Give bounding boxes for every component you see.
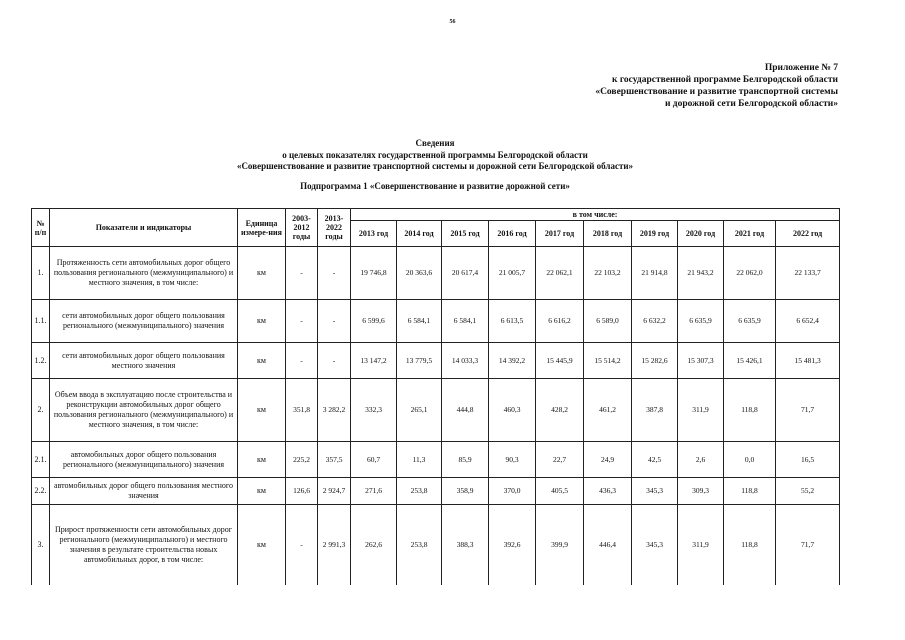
- heading-line: о целевых показателях государственной программы Белгородской области: [282, 149, 588, 160]
- row-value: 392,6: [489, 505, 536, 585]
- row-value: 6 584,1: [442, 300, 489, 343]
- row-value: 399,9: [536, 505, 584, 585]
- row-value: 461,2: [584, 379, 632, 442]
- row-value: 332,3: [351, 379, 397, 442]
- row-value: 15 481,3: [776, 343, 840, 379]
- header-no: № п/п: [32, 209, 50, 247]
- row-value: 118,8: [724, 379, 776, 442]
- row-value: 15 307,3: [678, 343, 724, 379]
- row-value: 21 943,2: [678, 247, 724, 300]
- subprogram-title: Подпрограмма 1 «Совершенствование и развитие дорожной сети»: [300, 181, 570, 191]
- row-value: 428,2: [536, 379, 584, 442]
- row-value: 60,7: [351, 442, 397, 478]
- row-value: 90,3: [489, 442, 536, 478]
- row-value: 21 914,8: [632, 247, 678, 300]
- row-number: 2.2.: [32, 478, 50, 505]
- row-value: 24,9: [584, 442, 632, 478]
- row-value: 6 589,0: [584, 300, 632, 343]
- row-value: 262,6: [351, 505, 397, 585]
- row-unit: км: [238, 505, 286, 585]
- row-value: 15 514,2: [584, 343, 632, 379]
- row-number: 2.: [32, 379, 50, 442]
- row-value: 11,3: [397, 442, 442, 478]
- row-value: 15 426,1: [724, 343, 776, 379]
- row-value: 118,8: [724, 478, 776, 505]
- header-year: 2015 год: [442, 221, 489, 247]
- row-value: 14 033,3: [442, 343, 489, 379]
- header-group: в том числе:: [351, 209, 840, 221]
- row-period-1: 351,8: [286, 379, 318, 442]
- row-value: 309,3: [678, 478, 724, 505]
- table-row: [32, 343, 840, 379]
- row-value: 6 635,9: [678, 300, 724, 343]
- row-period-1: -: [286, 300, 318, 343]
- table-row: [32, 442, 840, 478]
- header-year: 2019 год: [632, 221, 678, 247]
- row-value: 22 133,7: [776, 247, 840, 300]
- header-year: 2018 год: [584, 221, 632, 247]
- row-value: 19 746,8: [351, 247, 397, 300]
- row-indicator: автомобильных дорог общего пользования регионального (межмуниципального) значения: [50, 442, 238, 478]
- row-value: 6 599,6: [351, 300, 397, 343]
- row-value: 16,5: [776, 442, 840, 478]
- row-value: 85,9: [442, 442, 489, 478]
- row-value: 6 632,2: [632, 300, 678, 343]
- row-value: 21 005,7: [489, 247, 536, 300]
- row-value: 6 613,5: [489, 300, 536, 343]
- row-value: 311,9: [678, 505, 724, 585]
- row-number: 2.1.: [32, 442, 50, 478]
- row-period-2: 2 924,7: [318, 478, 351, 505]
- row-number: 1.1.: [32, 300, 50, 343]
- row-value: 6 584,1: [397, 300, 442, 343]
- table-row: [32, 300, 840, 343]
- row-indicator: сети автомобильных дорог общего пользования местного значения: [50, 343, 238, 379]
- row-value: 71,7: [776, 505, 840, 585]
- table-row: [32, 379, 840, 442]
- row-value: 6 616,2: [536, 300, 584, 343]
- row-value: 265,1: [397, 379, 442, 442]
- header-indicator: Показатели и индикаторы: [50, 209, 238, 247]
- row-value: 6 635,9: [724, 300, 776, 343]
- row-value: 444,8: [442, 379, 489, 442]
- header-year: 2013 год: [351, 221, 397, 247]
- row-unit: км: [238, 300, 286, 343]
- row-value: 14 392,2: [489, 343, 536, 379]
- row-value: 446,4: [584, 505, 632, 585]
- header-year: 2014 год: [397, 221, 442, 247]
- heading-title: Сведения: [415, 138, 455, 148]
- header-year: 2021 год: [724, 221, 776, 247]
- row-value: 387,8: [632, 379, 678, 442]
- row-value: 370,0: [489, 478, 536, 505]
- row-period-2: -: [318, 247, 351, 300]
- header-year: 2020 год: [678, 221, 724, 247]
- row-value: 15 445,9: [536, 343, 584, 379]
- row-period-2: 3 282,2: [318, 379, 351, 442]
- row-value: 2,6: [678, 442, 724, 478]
- row-value: 311,9: [678, 379, 724, 442]
- row-value: 6 652,4: [776, 300, 840, 343]
- indicators-table: [31, 208, 840, 585]
- row-indicator: автомобильных дорог общего пользования местного значения: [50, 478, 238, 505]
- row-value: 55,2: [776, 478, 840, 505]
- row-unit: км: [238, 478, 286, 505]
- row-value: 22 062,1: [536, 247, 584, 300]
- row-number: 1.: [32, 247, 50, 300]
- row-unit: км: [238, 343, 286, 379]
- row-indicator: Протяженность сети автомобильных дорог общего пользования регионального (межмуниципального) и местного значения, в том числе:: [50, 247, 238, 300]
- row-value: 13 779,5: [397, 343, 442, 379]
- row-value: 0,0: [724, 442, 776, 478]
- row-value: 15 282,6: [632, 343, 678, 379]
- heading-line: «Совершенствование и развитие транспортной системы и дорожной сети Белгородской области»: [236, 161, 634, 171]
- row-period-2: 2 991,3: [318, 505, 351, 585]
- row-indicator: Объем ввода в эксплуатацию после строительства и реконструкции автомобильных дорог общего пользования регионального (межмуниципального) и местного значения, в том числе:: [50, 379, 238, 442]
- document-heading: [120, 138, 750, 173]
- row-value: 71,7: [776, 379, 840, 442]
- row-period-2: -: [318, 343, 351, 379]
- table-row: [32, 247, 840, 300]
- row-period-2: -: [318, 300, 351, 343]
- row-period-1: 225,2: [286, 442, 318, 478]
- row-value: 460,3: [489, 379, 536, 442]
- row-value: 405,5: [536, 478, 584, 505]
- row-indicator: Прирост протяженности сети автомобильных дорог регионального (межмуниципального) и местного значения в результате строительства новых автомобильных дорог, в том числе:: [50, 505, 238, 585]
- header-period-2013-2022: 2013-2022 годы: [318, 209, 351, 247]
- appendix-note: [520, 62, 838, 110]
- row-value: 22 103,2: [584, 247, 632, 300]
- row-number: 3.: [32, 505, 50, 585]
- row-value: 118,8: [724, 505, 776, 585]
- appendix-line: «Совершенствование и развитие транспортной системы: [595, 87, 838, 97]
- row-value: 271,6: [351, 478, 397, 505]
- header-year: 2022 год: [776, 221, 840, 247]
- row-period-1: -: [286, 247, 318, 300]
- row-value: 13 147,2: [351, 343, 397, 379]
- appendix-line: и дорожной сети Белгородской области»: [664, 99, 838, 109]
- row-value: 22,7: [536, 442, 584, 478]
- page-number: 56: [449, 19, 456, 25]
- row-unit: км: [238, 442, 286, 478]
- appendix-line: Приложение № 7: [764, 63, 838, 73]
- row-value: 22 062,0: [724, 247, 776, 300]
- row-period-2: 357,5: [318, 442, 351, 478]
- row-value: 436,3: [584, 478, 632, 505]
- row-period-1: -: [286, 505, 318, 585]
- header-year: 2016 год: [489, 221, 536, 247]
- row-value: 42,5: [632, 442, 678, 478]
- row-unit: км: [238, 379, 286, 442]
- row-period-1: -: [286, 343, 318, 379]
- row-value: 253,8: [397, 478, 442, 505]
- row-value: 358,9: [442, 478, 489, 505]
- table-row: [32, 505, 840, 585]
- row-value: 345,3: [632, 505, 678, 585]
- table-row: [32, 478, 840, 505]
- row-value: 345,3: [632, 478, 678, 505]
- row-value: 20 617,4: [442, 247, 489, 300]
- row-value: 253,8: [397, 505, 442, 585]
- row-value: 20 363,6: [397, 247, 442, 300]
- header-year: 2017 год: [536, 221, 584, 247]
- row-indicator: сети автомобильных дорог общего пользования регионального (межмуниципального) значения: [50, 300, 238, 343]
- header-unit: Единица измере-ния: [238, 209, 286, 247]
- row-unit: км: [238, 247, 286, 300]
- header-period-2003-2012: 2003-2012 годы: [286, 209, 318, 247]
- row-value: 388,3: [442, 505, 489, 585]
- row-period-1: 126,6: [286, 478, 318, 505]
- row-number: 1.2.: [32, 343, 50, 379]
- appendix-line: к государственной программе Белгородской области: [611, 75, 838, 85]
